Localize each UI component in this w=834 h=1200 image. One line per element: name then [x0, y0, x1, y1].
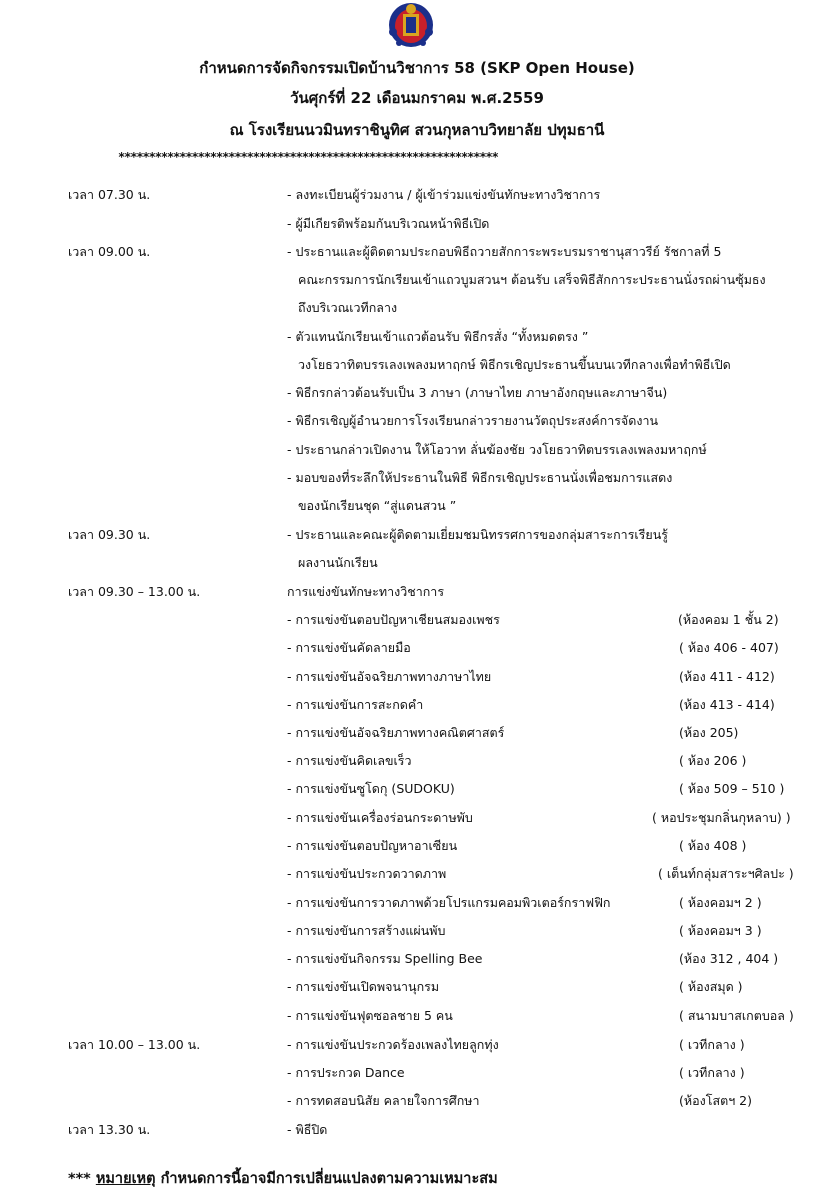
school-emblem-logo	[384, 0, 438, 50]
document-title: กำหนดการจัดกิจกรรมเปิดบ้านวิชาการ 58 (SKP Open House)	[199, 59, 635, 77]
competition-name: - การแข่งขันกิจกรรม Spelling Bee	[287, 951, 483, 966]
competition-row	[0, 638, 834, 658]
competition-row	[0, 949, 834, 969]
schedule-row	[0, 185, 834, 205]
competition-name: - การแข่งขันตอบปัญหาอาเซียน	[287, 838, 458, 853]
competition-name: - การแข่งขันซูโดกุ (SUDOKU)	[287, 781, 455, 796]
schedule-text: วงโยธวาทิตบรรเลงเพลงมหาฤกษ์ พิธีกรเชิญประธานขึ้นบนเวทีกลางเพื่อทำพิธีเปิด	[298, 357, 731, 372]
schedule-text: - ผู้มีเกียรติพร้อมกันบริเวณหน้าพิธีเปิด	[287, 216, 490, 231]
schedule-row	[0, 214, 834, 234]
schedule-text: - ประธานและคณะผู้ติดตามเยี่ยมชมนิทรรศการของกลุ่มสาระการเรียนรู้	[287, 527, 668, 542]
schedule-text: - พิธีกรกล่าวต้อนรับเป็น 3 ภาษา (ภาษาไทย ภาษาอังกฤษและภาษาจีน)	[287, 385, 668, 400]
competition-row	[0, 610, 834, 630]
competition-row	[0, 751, 834, 771]
competition-name: - การแข่งขันประกวดร้องเพลงไทยลูกทุ่ง	[287, 1037, 499, 1052]
schedule-row	[0, 355, 834, 375]
competition-name: - การประกวด Dance	[287, 1065, 405, 1080]
competition-room: ( ห้องสมุด )	[679, 979, 743, 994]
competition-room: ( ห้อง 408 )	[679, 838, 747, 853]
competition-name: - การแข่งขันคิดเลขเร็ว	[287, 753, 412, 768]
schedule-row	[0, 383, 834, 403]
time-label: เวลา 07.30 น.	[68, 187, 151, 202]
competition-row	[0, 1035, 834, 1055]
competition-room: ( ห้อง 406 - 407)	[679, 640, 779, 655]
competition-room: (ห้อง 312 , 404 )	[679, 951, 779, 966]
schedule-row	[0, 327, 834, 347]
schedule-text: - มอบของที่ระลึกให้ประธานในพิธี พิธีกรเชิญประธานนั่งเพื่อชมการแสดง	[287, 470, 673, 485]
schedule-text: - ประธานและผู้ติดตามประกอบพิธีถวายสักการะพระบรมราชานุสาวรีย์ รัชกาลที่ 5	[287, 244, 722, 259]
competition-room: (ห้อง 411 - 412)	[679, 669, 775, 684]
competition-row	[0, 836, 834, 856]
competition-room: ( ห้อง 509 – 510 )	[679, 781, 785, 796]
competition-row	[0, 977, 834, 997]
note-text: กำหนดการนี้อาจมีการเปลี่ยนแปลงตามความเหมาะสม	[160, 1171, 498, 1187]
time-label: เวลา 13.30 น.	[68, 1122, 151, 1137]
competition-name: - การแข่งขันประกวดวาดภาพ	[287, 866, 447, 881]
time-label: เวลา 09.30 – 13.00 น.	[68, 584, 201, 599]
competition-name: - การทดสอบนิสัย คลายใจการศึกษา	[287, 1093, 480, 1108]
time-label: เวลา 09.30 น.	[68, 527, 151, 542]
competition-row	[0, 864, 834, 884]
schedule-text: คณะกรรมการนักเรียนเข้าแถวบูมสวนฯ ต้อนรับ เสร็จพิธีสักการะประธานนั่งรถผ่านซุ้มธง	[298, 272, 766, 287]
schedule-text: - ประธานกล่าวเปิดงาน ให้โอวาท ลั่นฆ้องชัย วงโยธวาทิตบรรเลงเพลงมหาฤกษ์	[287, 442, 707, 457]
competition-row	[0, 808, 834, 828]
divider-stars: **************************************************************	[118, 150, 498, 164]
footnote	[68, 1168, 498, 1190]
competition-row	[0, 1091, 834, 1111]
competition-name: - การแข่งขันอัจฉริยภาพทางคณิตศาสตร์	[287, 725, 505, 740]
note-prefix: ***	[68, 1171, 91, 1187]
event-date: วันศุกร์ที่ 22 เดือนมกราคม พ.ศ.2559	[290, 89, 544, 107]
schedule-text: - ลงทะเบียนผู้ร่วมงาน / ผู้เข้าร่วมแข่งขันทักษะทางวิชาการ	[287, 187, 601, 202]
competition-name: - การแข่งขันเปิดพจนานุกรม	[287, 979, 440, 994]
competition-name: - การแข่งขันการสะกดคำ	[287, 697, 424, 712]
competition-name: - การแข่งขันเครื่องร่อนกระดาษพับ	[287, 810, 473, 825]
competition-row	[0, 1063, 834, 1083]
competition-row	[0, 667, 834, 687]
competition-room: ( ห้อง 206 )	[679, 753, 747, 768]
time-label: เวลา 09.00 น.	[68, 244, 151, 259]
schedule-row	[0, 411, 834, 431]
schedule-row	[0, 468, 834, 488]
schedule-row	[0, 553, 834, 573]
competition-row	[0, 1006, 834, 1026]
schedule-row	[0, 440, 834, 460]
schedule-text: - ตัวแทนนักเรียนเข้าแถวต้อนรับ พิธีกรสั่ง “ทั้งหมดตรง ”	[287, 329, 589, 344]
competition-name: - การแข่งขันการสร้างแผ่นพับ	[287, 923, 446, 938]
schedule-text: - พิธีปิด	[287, 1122, 328, 1137]
schedule-row	[0, 298, 834, 318]
schedule-row	[0, 582, 834, 602]
competition-name: - การแข่งขันฟุตซอลชาย 5 คน	[287, 1008, 453, 1023]
closing-row	[0, 1120, 834, 1140]
competition-row	[0, 695, 834, 715]
competition-row	[0, 893, 834, 913]
competition-name: - การแข่งขันการวาดภาพด้วยโปรแกรมคอมพิวเตอร์กราฟฟิก	[287, 895, 611, 910]
schedule-row	[0, 525, 834, 545]
competition-room: ( ห้องคอมฯ 3 )	[679, 923, 762, 938]
time-label: เวลา 10.00 – 13.00 น.	[68, 1037, 201, 1052]
competition-room: ( เวทีกลาง )	[679, 1037, 745, 1052]
competition-room: ( สนามบาสเกตบอล )	[679, 1008, 794, 1023]
competition-room: ( เต็นท์กลุ่มสาระฯศิลปะ )	[658, 866, 794, 881]
competition-row	[0, 723, 834, 743]
competition-name: - การแข่งขันตอบปัญหาเชียนสมองเพชร	[287, 612, 500, 627]
note-label: หมายเหตุ	[95, 1171, 156, 1187]
competition-row	[0, 921, 834, 941]
event-venue: ณ โรงเรียนนวมินทราชินูทิศ สวนกุหลาบวิทยาลัย ปทุมธานี	[229, 121, 605, 139]
competition-room: ( เวทีกลาง )	[679, 1065, 745, 1080]
competition-row	[0, 779, 834, 799]
schedule-row	[0, 242, 834, 262]
section-heading: การแข่งขันทักษะทางวิชาการ	[287, 584, 445, 599]
schedule-text: ผลงานนักเรียน	[298, 555, 378, 570]
competition-room: (ห้องคอม 1 ชั้น 2)	[678, 612, 779, 627]
competition-room: (ห้อง 413 - 414)	[679, 697, 775, 712]
schedule-row	[0, 270, 834, 290]
schedule-text: ถึงบริเวณเวทีกลาง	[298, 300, 398, 315]
competition-room: (ห้องโสตฯ 2)	[679, 1093, 753, 1108]
schedule-text: - พิธีกรเชิญผู้อำนวยการโรงเรียนกล่าวรายงานวัตถุประสงค์การจัดงาน	[287, 413, 659, 428]
competition-room: ( หอประชุมกลิ่นกุหลาบ) )	[652, 810, 791, 825]
competition-name: - การแข่งขันคัดลายมือ	[287, 640, 411, 655]
competition-room: (ห้อง 205)	[679, 725, 739, 740]
competition-room: ( ห้องคอมฯ 2 )	[679, 895, 762, 910]
schedule-row	[0, 496, 834, 516]
schedule-text: ของนักเรียนชุด “สู่แดนสวน ”	[298, 498, 457, 513]
competition-name: - การแข่งขันอัจฉริยภาพทางภาษาไทย	[287, 669, 492, 684]
